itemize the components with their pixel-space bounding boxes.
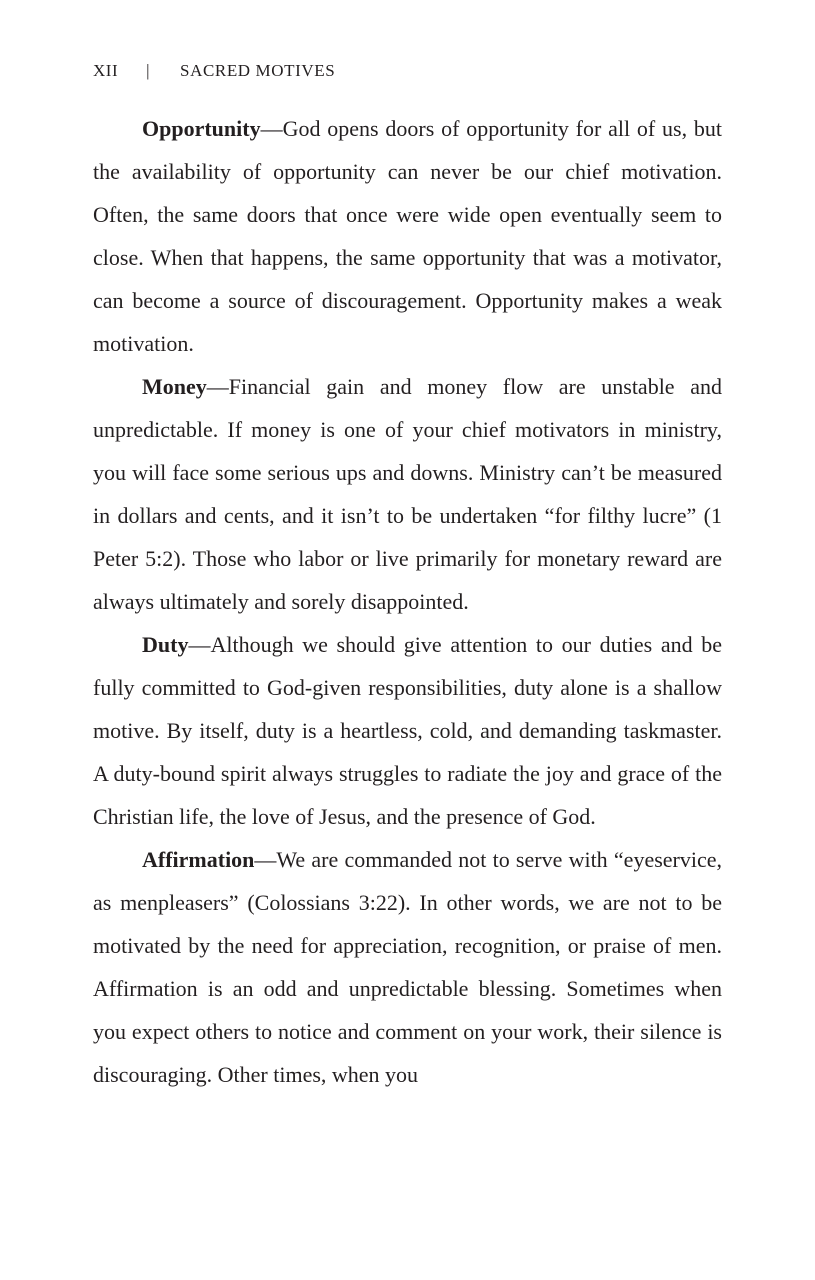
term-opportunity: Opportunity: [142, 116, 261, 141]
paragraph-text: —Financial gain and money flow are unstable and unpredictable. If money is one of your chief motivators in ministry, you will face some serious ups and downs. Ministry can’t be measured in dollars and cents, and it isn’t to be undertaken “for filthy lucre” (1 Peter 5:2). Those who labor or live primarily for monetary reward are always ultimately and sorely disappointed.: [93, 374, 722, 614]
running-header: [93, 61, 335, 81]
header-separator: |: [146, 61, 151, 80]
paragraph-money: [93, 365, 722, 623]
body-text: [93, 107, 722, 1140]
term-affirmation: Affirmation: [142, 847, 255, 872]
paragraph-duty: [93, 623, 722, 838]
page-number: XII: [93, 61, 119, 80]
paragraph-text: —We are commanded not to serve with “eyeservice, as menpleasers” (Colossians 3:22). In other words, we are not to be motivated by the need for appreciation, recognition, or praise of men. Affirmation is an odd and unpredictable blessing. Sometimes when you expect others to notice and comment on your work, their silence is discouraging. Other times, when you: [93, 847, 722, 1087]
page-break-clip: [93, 838, 722, 1140]
paragraph-text: —Although we should give attention to our duties and be fully committed to God-given responsibilities, duty alone is a shallow motive. By itself, duty is a heartless, cold, and demanding taskmaster. A duty-bound spirit always struggles to radiate the joy and grace of the Christian life, the love of Jesus, and the presence of God.: [93, 632, 722, 829]
book-title: SACRED MOTIVES: [180, 61, 336, 80]
paragraph-opportunity: [93, 107, 722, 365]
paragraph-text: —God opens doors of opportunity for all of us, but the availability of opportunity can never be our chief motivation. Often, the same doors that once were wide open eventually seem to close. When that happens, the same opportunity that was a motivator, can become a source of discouragement. Opportunity makes a weak motivation.: [93, 116, 722, 356]
paragraph-affirmation: [93, 838, 722, 1096]
term-money: Money: [142, 374, 207, 399]
term-duty: Duty: [142, 632, 189, 657]
